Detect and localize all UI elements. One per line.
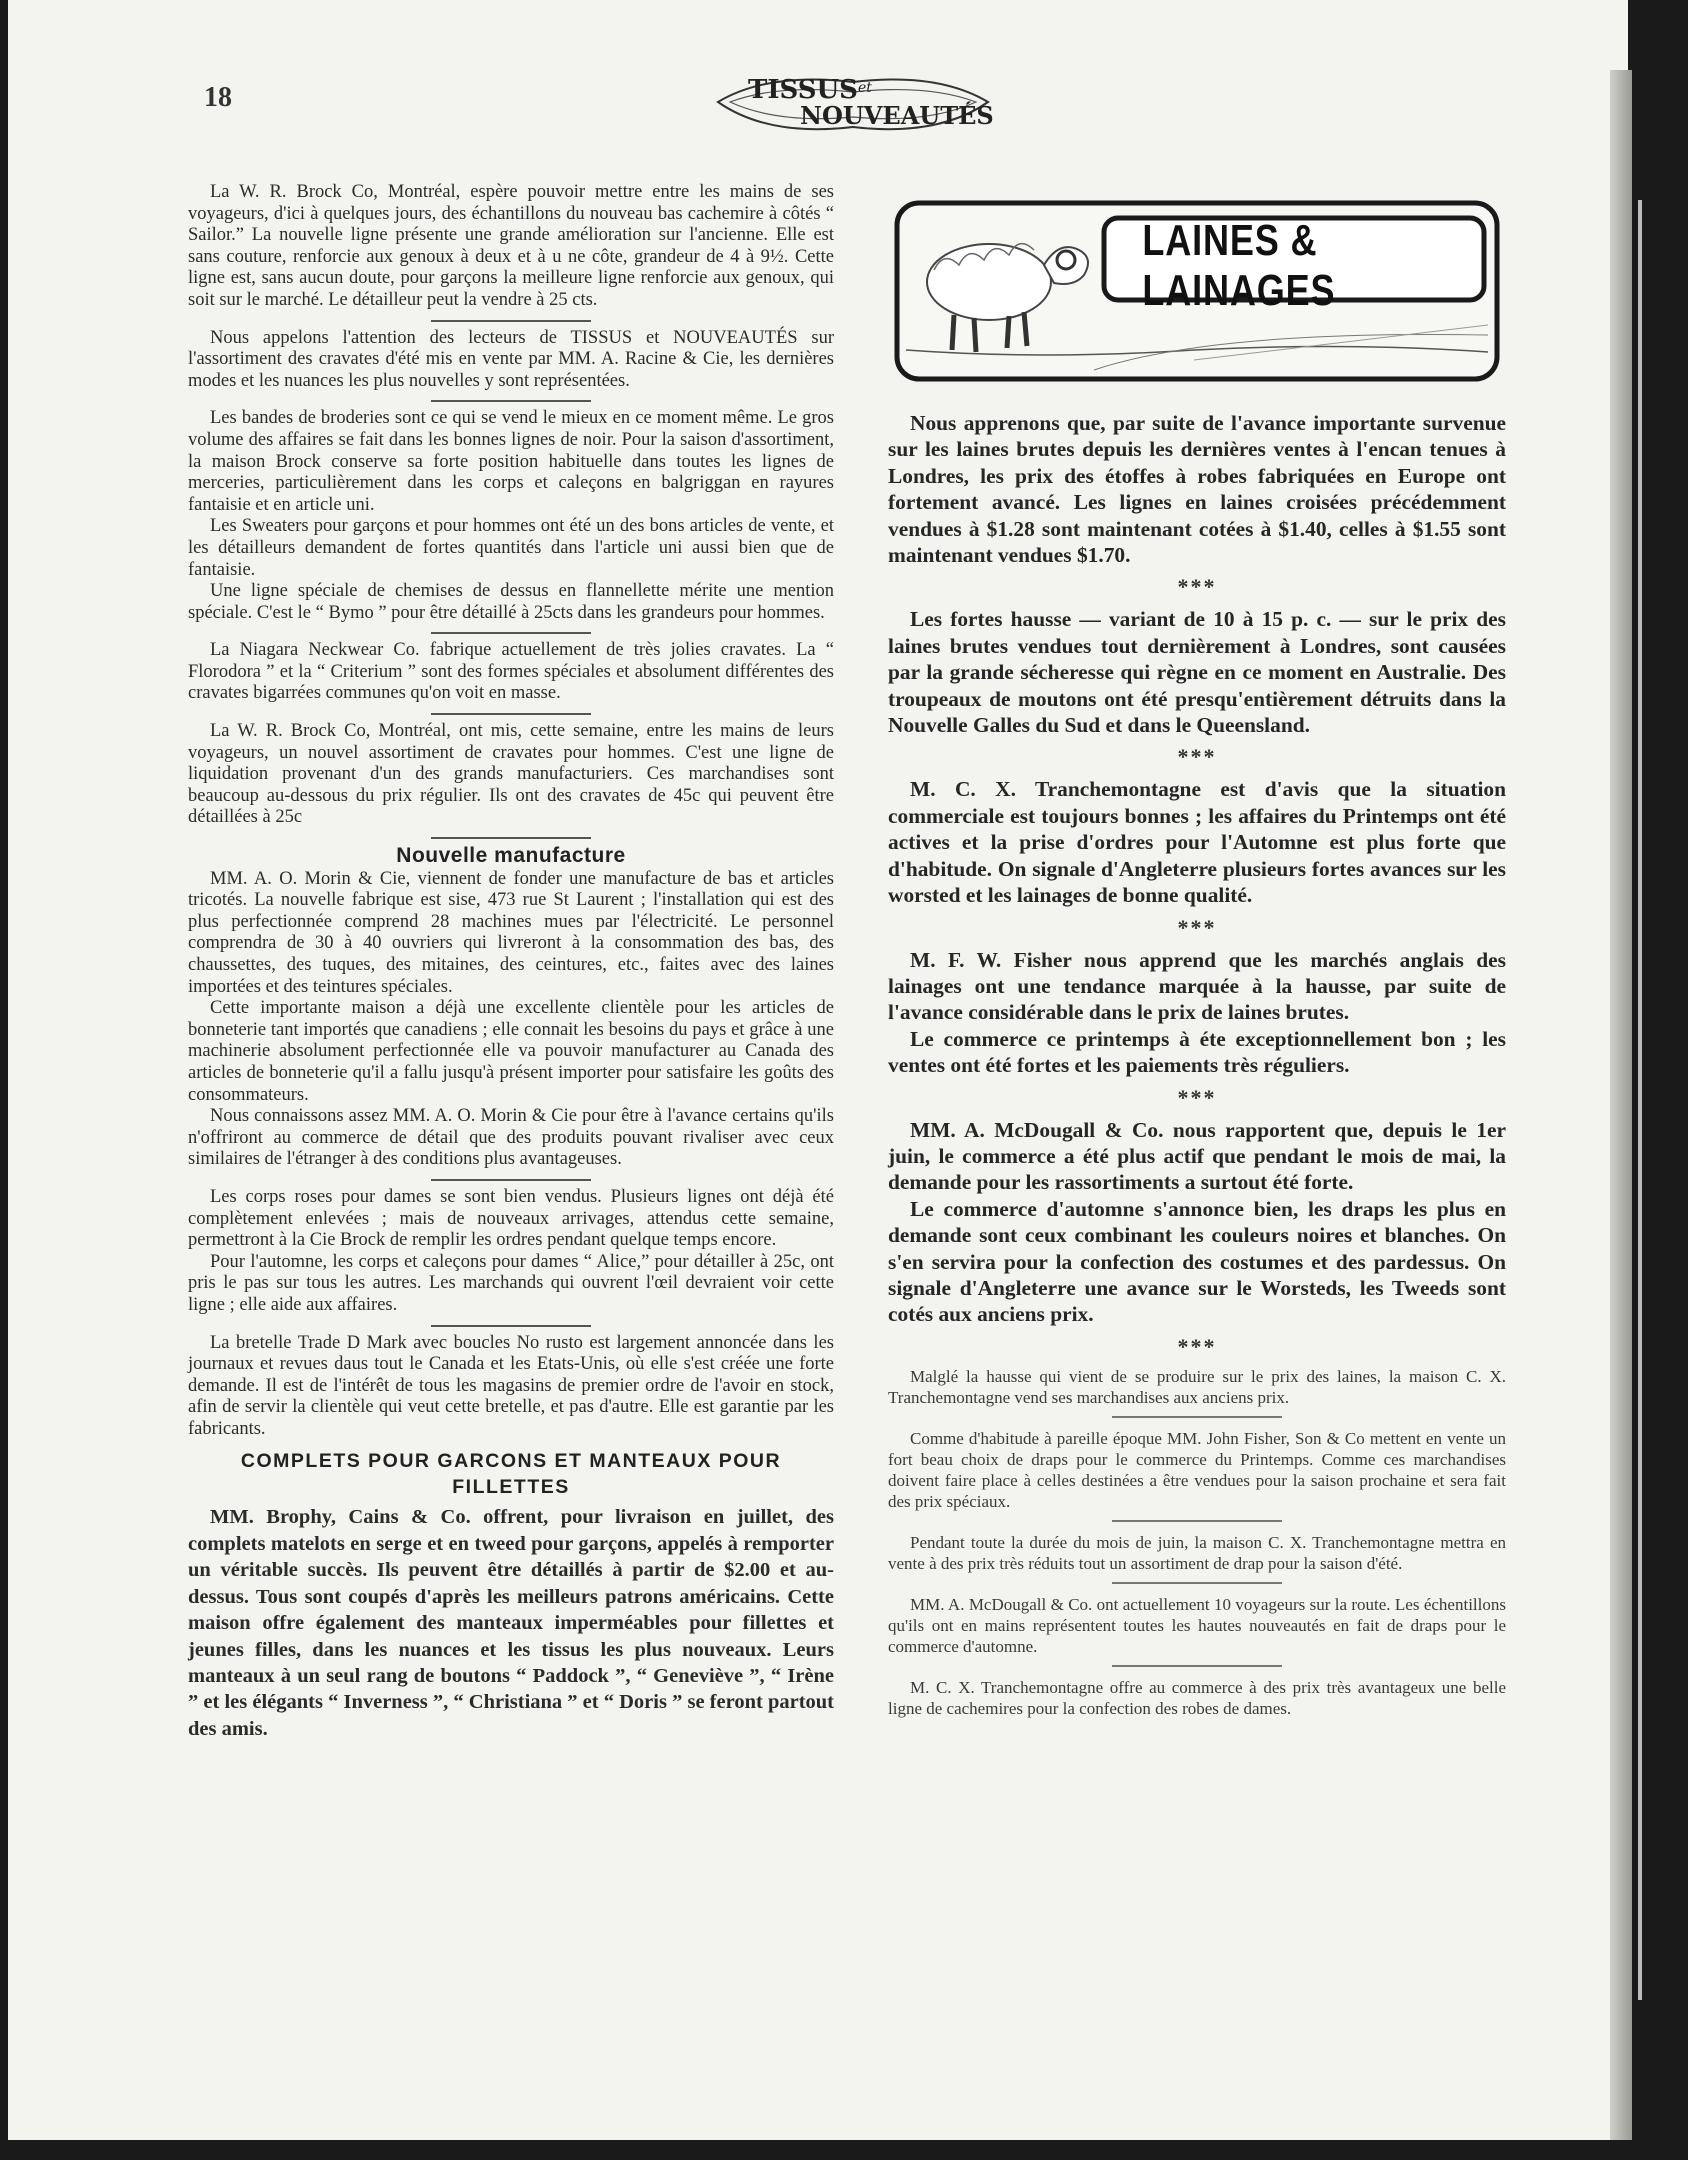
masthead-logo xyxy=(708,62,998,144)
section-stars: *** xyxy=(1177,1333,1217,1359)
separator xyxy=(431,400,591,402)
paragraph: Comme d'habitude à pareille époque MM. John Fisher, Son & Co mettent en vente un fort beau choix de draps pour le commerce du Printemps. Comme ces marchandises doivent faire place à celles destinées a être vendues pour la saison prochaine et sera fait des prix spéciaux. xyxy=(888,1428,1506,1511)
paragraph: MM. A. McDougall & Co. ont actuellement 10 voyageurs sur la route. Les échentillons qu'ils ont en mains représentent toutes les hautes nouveautés en fait de draps pour le commerce d'automne. xyxy=(888,1594,1506,1656)
left-column xyxy=(188,182,834,1750)
paragraph: Pour l'automne, les corps et caleçons pour dames “ Alice,” pour détailler à 25c, ont pris le pas sur tous les autres. Les marchands qui ouvrent l'œil devraient voir cette ligne ; elle aide aux affaires. xyxy=(188,1251,834,1315)
separator xyxy=(431,713,591,715)
paragraph: La Niagara Neckwear Co. fabrique actuellement de très jolies cravates. La “ Florodora ” et la “ Criterium ” sont des formes spéciales et absolument différentes des cravates bigarrées communes qu'on voit en masse. xyxy=(188,640,834,704)
paragraph: Malglé la hausse qui vient de se produire sur le prix des laines, la maison C. X. Tranchemontagne vend ses marchandises aux anciens prix. xyxy=(888,1366,1506,1407)
section-stars: *** xyxy=(1177,914,1217,940)
page-number: 18 xyxy=(204,82,232,113)
paragraph: Les fortes hausse — variant de 10 à 15 p. c. — sur le prix des laines brutes vendues tout dernièrement à Londres, sont causées par la grande sécheresse qui règne en ce moment en Australie. Des troupeaux de moutons ont été presqu'entièrement détruits dans la Nouvelle Galles du Sud et dans le Queensland. xyxy=(888,607,1506,738)
paragraph: MM. Brophy, Cains & Co. offrent, pour livraison en juillet, des complets matelots en serge et en tweed pour garçons, appelés à remporter un véritable succès. Ils peuvent être détaillés à partir de $2.00 et au-dessus. Tous sont coupés d'après les meilleurs patrons américains. Cette maison offre également des manteaux imperméables pour fillettes et jeunes filles, dans les nuances et les tissus les plus nouveaux. Leurs manteaux à un seul rang de boutons “ Paddock ”, “ Geneviève ”, “ Irène ” et les élégants “ Inverness ”, “ Christiana ” et “ Doris ” se feront partout des amis. xyxy=(188,1506,834,1740)
paragraph: Nous apprenons que, par suite de l'avance importante survenue sur les laines brutes depuis les dernières ventes à l'encan tenues à Londres, les prix des étoffes à robes fabriquées en Europe ont fortement avancé. Les lignes en laines croisées précédemment vendues à $1.28 sont maintenant cotées à $1.40, celles à $1.55 sont maintenant vendues $1.70. xyxy=(888,411,1506,568)
section-stars: *** xyxy=(1177,1084,1217,1110)
paragraph: Nous connaissons assez MM. A. O. Morin & Cie pour être à l'avance certains qu'ils n'offriront au commerce de détail que des produits pouvant rivaliser avec ceux similaires de l'étranger à des conditions plus avantageuses. xyxy=(188,1106,834,1170)
right-column xyxy=(888,410,1506,1727)
separator xyxy=(431,632,591,634)
section-heading: Nouvelle manufacture xyxy=(396,844,626,868)
paragraph: M. F. W. Fisher nous apprend que les marchés anglais des lainages ont une tendance marquée à la hausse, par suite de l'avance considérable dans le prix de laines brutes. xyxy=(888,947,1506,1025)
paragraph: Le commerce ce printemps à éte exceptionnellement bon ; les ventes ont été fortes et les paiements très réguliers. xyxy=(888,1026,1506,1078)
paragraph: Nous appelons l'attention des lecteurs de TISSUS et NOUVEAUTÉS sur l'assortiment des cravates d'été mis en vente par MM. A. Racine & Cie, les dernières modes et les nuances les plus nouvelles y sont représentées. xyxy=(188,327,834,391)
section-heading: COMPLETS POUR GARCONS ET MANTEAUX POUR FILLETTES xyxy=(240,1450,782,1499)
page-edge xyxy=(1610,70,1632,2140)
paragraph: La W. R. Brock Co, Montréal, espère pouvoir mettre entre les mains de ses voyageurs, d'ici à quelques jours, des échantillons du nouveau bas cachemire à côtés “ Sailor.” La nouvelle ligne présente une grande amélioration sur l'ancienne. Elle est sans couture, renforcie aux genoux à deux et à u ne côte, grandeur de 4 à 9½. Cette ligne est, sans aucun doute, pour garçons la meilleure ligne renforcie aux genoux, qui soit sur le marché. Le détailleur peut la vendre à 25 cts. xyxy=(188,182,834,310)
page xyxy=(8,0,1628,2140)
paragraph: Les Sweaters pour garçons et pour hommes ont été un des bons articles de vente, et les détailleurs demandent de fortes quantités dans l'article uni aussi bien que de fantaisie. xyxy=(188,516,834,580)
separator xyxy=(431,1325,591,1327)
separator xyxy=(431,320,591,322)
paragraph: M. C. X. Tranchemontagne est d'avis que la situation commerciale est toujours bonnes ; les affaires du Printemps ont été actives et la prise d'ordres pour l'Automne est plus forte que d'habitude. On signale d'Angleterre plusieurs fortes avances sur les worsted et les lainages de bonne qualité. xyxy=(888,777,1506,908)
section-stars: *** xyxy=(1177,744,1217,770)
svg-text:et: et xyxy=(858,80,872,96)
paragraph: La W. R. Brock Co, Montréal, ont mis, cette semaine, entre les mains de leurs voyageurs, un nouvel assortiment de cravates pour hommes. C'est une ligne de liquidation provenant d'un des grands manufacturiers. Ces marchandises sont beaucoup au-dessous du prix régulier. Ils ont des cravates de 45c qui peuvent être détaillées à 25c xyxy=(188,721,834,828)
paragraph: Les corps roses pour dames se sont bien vendus. Plusieurs lignes ont déjà été complètement enlevées ; mais de nouveaux arrivages, attendus cette semaine, permettront à la Cie Brock de remplir les ordres pendant quelque temps encore. xyxy=(188,1186,834,1251)
paragraph: La bretelle Trade D Mark avec boucles No rusto est largement annoncée dans les journaux et revues daus tout le Canada et les Etats-Unis, où elle s'est créée une forte demande. Il est de l'intérêt de tous les magasins de premier ordre de l'avoir en stock, afin de servir la clientèle qui veut cette bretelle, et pas d'autre. Elle est garantie par les fabricants. xyxy=(188,1332,834,1439)
paragraph: M. C. X. Tranchemontagne offre au commerce à des prix très avantageux une belle ligne de cachemires pour la confection des robes de dames. xyxy=(888,1677,1506,1718)
paragraph: Le commerce d'automne s'annonce bien, les draps les plus en demande sont ceux combinant les couleurs noires et blanches. On s'en servira pour la confection des costumes et des pardessus. On signale d'Angleterre une avance sur le Worsteds, les Tweeds sont cotés aux anciens prix. xyxy=(888,1196,1506,1327)
separator xyxy=(1112,1582,1282,1584)
paragraph: Cette importante maison a déjà une excellente clientèle pour les articles de bonneterie tant importés que canadiens ; elle connait les besoins du pays et grâce à une machinerie absolument perfectionnée elle va pouvoir manufacturer au Canada des articles de bonneterie qu'il a fallu jusqu'à présent importer pour satisfaire les goûts des consommateurs. xyxy=(188,998,834,1105)
separator xyxy=(1112,1520,1282,1522)
banner-title: LAINES & LAINAGES xyxy=(1142,216,1336,315)
paragraph: Pendant toute la durée du mois de juin, la maison C. X. Tranchemontagne mettra en vente à des prix très réduits tout un assortiment de drap pour la saison d'été. xyxy=(888,1532,1506,1573)
paragraph: Les bandes de broderies sont ce qui se vend le mieux en ce moment même. Le gros volume des affaires se fait dans les bonnes lignes de noir. Pour la saison d'assortiment, la maison Brock conserve sa forte position habituelle dans toutes les lignes de merceries, particulièrement dans les corps et caleçons en balgriggan en rayures fantaisie et en article uni. xyxy=(188,408,834,515)
svg-text:NOUVEAUTÉS: NOUVEAUTÉS xyxy=(800,101,994,130)
svg-text:TISSUS: TISSUS xyxy=(748,75,858,105)
separator xyxy=(1112,1665,1282,1667)
paragraph: MM. A. McDougall & Co. nous rapportent que, depuis le 1er juin, le commerce a été plus actif que pendant le mois de mai, la demande pour les rassortiments a surtout été forte. xyxy=(888,1117,1506,1195)
separator xyxy=(1112,1416,1282,1418)
separator xyxy=(431,837,591,839)
separator xyxy=(431,1179,591,1181)
paragraph: Une ligne spéciale de chemises de dessus en flannellette mérite une mention spéciale. C'est le “ Bymo ” pour être détaillé à 25cts dans les grandeurs pour hommes. xyxy=(188,581,834,623)
section-stars: *** xyxy=(1177,574,1217,600)
paragraph: MM. A. O. Morin & Cie, viennent de fonder une manufacture de bas et articles tricotés. La nouvelle fabrique est sise, 473 rue St Laurent ; l'installation qui est des plus perfectionnée comprend 28 machines mues par l'électricité. Le personnel comprendra de 30 à 40 ouvriers qui livreront à la consommation des bas, des chaussettes, des tuques, des mitaines, des ceintures, etc., faites avec des laines importées et des teintures spéciales. xyxy=(188,868,834,997)
binding-line xyxy=(1638,200,1642,2000)
